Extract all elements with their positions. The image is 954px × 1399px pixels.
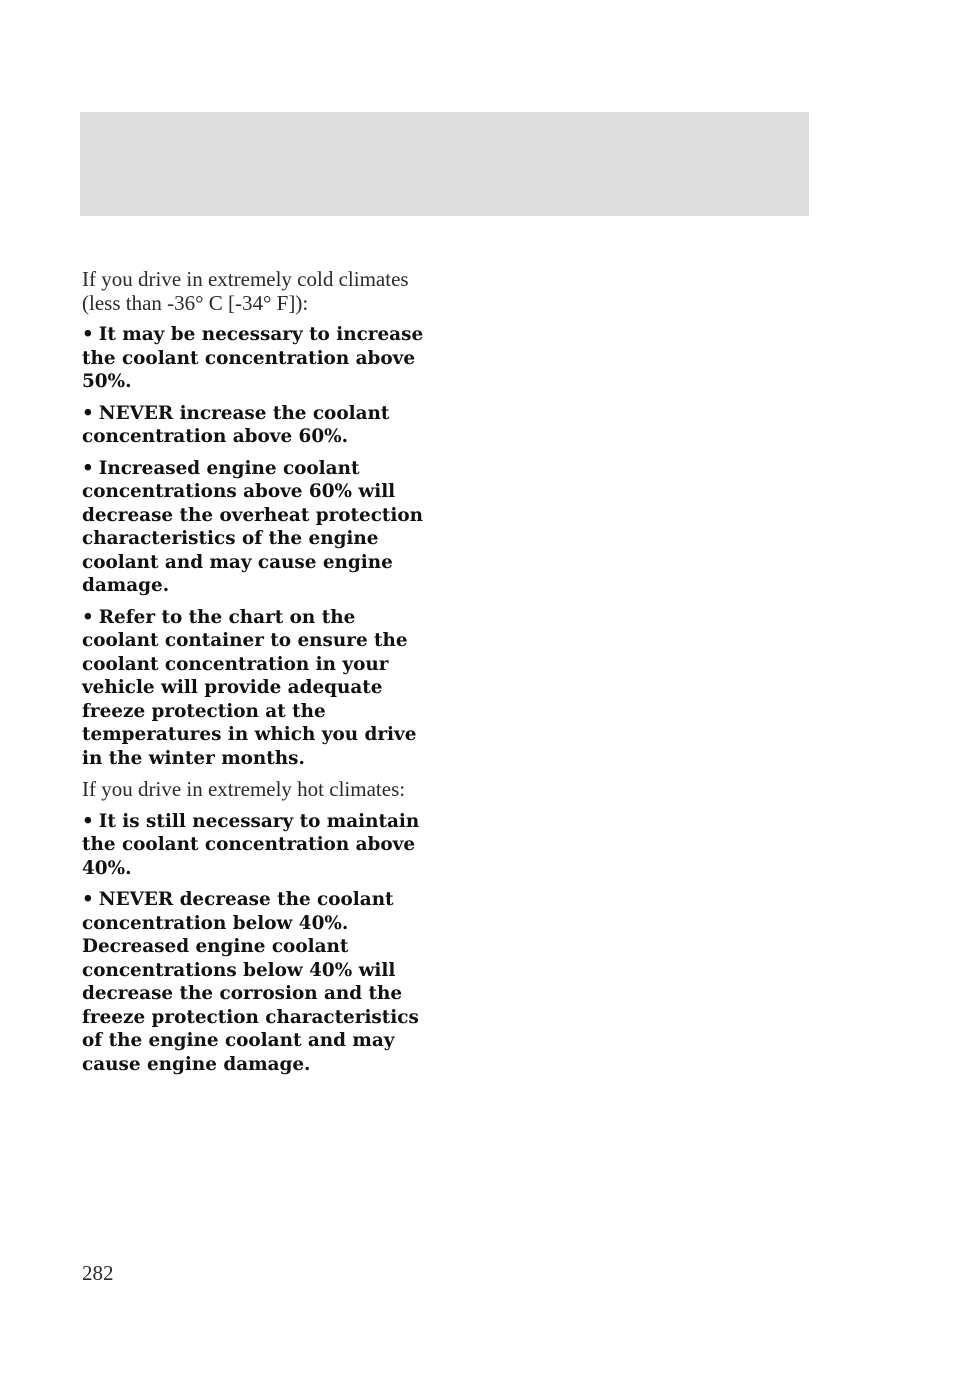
- cold-bullet-4-text: Refer to the chart on the coolant container to ensure the coolant concentration in your vehicle will provide adequate freeze protection at the temperatures in which you drive in the winter months.: [82, 606, 417, 769]
- cold-bullet-1-text: It may be necessary to increase the coolant concentration above 50%.: [82, 324, 424, 392]
- cold-bullet-3-text: Increased engine coolant concentrations above 60% will decrease the overheat protection characteristics of the engine coolant and may cause engine damage.: [82, 457, 424, 596]
- header-band: [80, 112, 809, 216]
- hot-bullet-2-text: NEVER decrease the coolant concentration below 40%. Decreased engine coolant concentrations below 40% will decrease the corrosion and the freeze protection characteristics of the engine coolant and may cause engine damage.: [82, 889, 419, 1075]
- bullet-dot: •: [82, 324, 94, 345]
- page-number: 282: [82, 1261, 114, 1285]
- cold-bullet-1: [82, 323, 432, 394]
- cold-bullet-4: [82, 606, 432, 771]
- bullet-dot: •: [82, 457, 94, 479]
- hot-bullet-1-text: It is still necessary to maintain the coolant concentration above 40%.: [82, 810, 420, 879]
- hot-bullet-2: [82, 888, 432, 1076]
- cold-bullet-2: [82, 402, 432, 449]
- cold-bullet-3: [82, 457, 432, 598]
- hot-bullet-1: [82, 810, 432, 881]
- hot-climate-intro: If you drive in extremely hot climates:: [82, 777, 406, 801]
- cold-bullet-2-text: NEVER increase the coolant concentration above 60%.: [82, 402, 390, 447]
- bullet-dot: •: [82, 402, 94, 424]
- bullet-dot: •: [82, 606, 94, 628]
- bullet-dot: •: [82, 889, 94, 910]
- page-content: [82, 268, 432, 1084]
- cold-climate-intro: If you drive in extremely cold climates (less than -36° C [-34° F]):: [82, 267, 409, 315]
- bullet-dot: •: [82, 810, 94, 832]
